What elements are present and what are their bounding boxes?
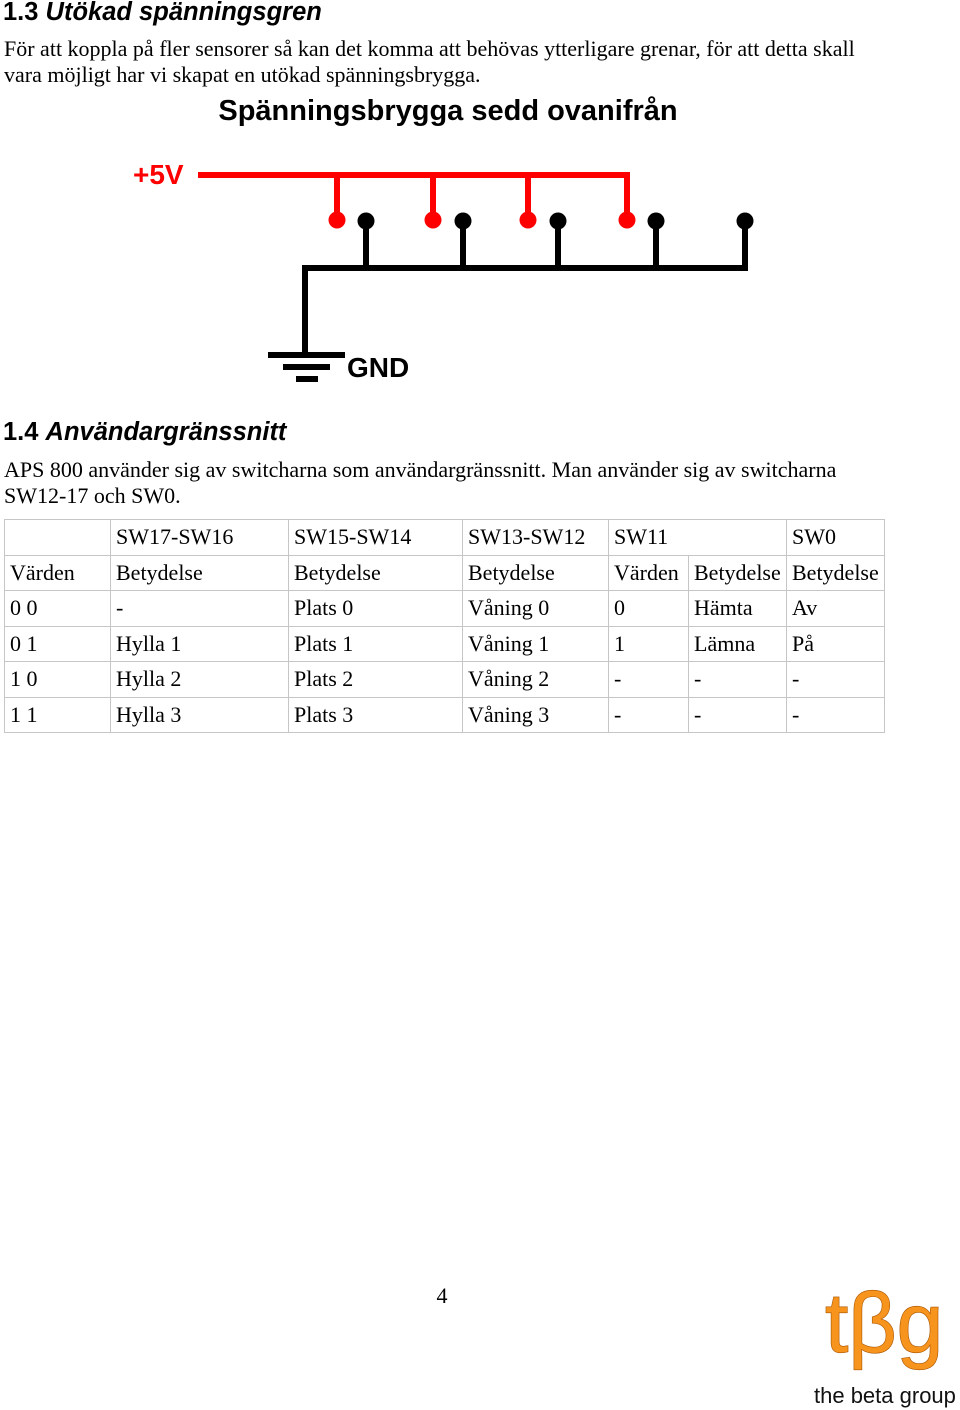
column-header-cell: Betydelse (689, 555, 787, 591)
paragraph-line: vara möjligt har vi skapat en utökad spänningsbrygga. (4, 62, 481, 87)
table-cell: 1 (609, 626, 689, 662)
table-cell: - (787, 662, 885, 698)
group-header-cell: SW17-SW16 (111, 520, 289, 556)
section-1-3-paragraph (4, 36, 855, 88)
page-number: 4 (436, 1283, 448, 1308)
column-header-row (5, 555, 885, 591)
table-cell: Hylla 2 (111, 662, 289, 698)
column-header-cell: Värden (5, 555, 111, 591)
section-1-4-paragraph (4, 457, 836, 509)
ground-pin (358, 213, 375, 230)
section-title: Användargränssnitt (45, 418, 287, 446)
table-cell: Hylla 1 (111, 626, 289, 662)
group-header-cell: SW13-SW12 (463, 520, 609, 556)
column-header-cell: Betydelse (289, 555, 463, 591)
table-cell: - (689, 662, 787, 698)
section-title: Utökad spänningsgren (45, 0, 322, 26)
company-name: the beta group (814, 1383, 956, 1408)
table-cell: 1 0 (5, 662, 111, 698)
table-cell: - (787, 697, 885, 733)
table-cell: Plats 3 (289, 697, 463, 733)
table-cell: Våning 1 (463, 626, 609, 662)
table-cell: Lämna (689, 626, 787, 662)
column-header-cell: Betydelse (463, 555, 609, 591)
supply-pin (425, 212, 442, 229)
group-header-cell: SW15-SW14 (289, 520, 463, 556)
ground-symbol (268, 355, 345, 379)
table-row (5, 626, 885, 662)
ground-pin (737, 213, 754, 230)
section-number: 1.4 (3, 418, 39, 446)
group-header-row (5, 520, 885, 556)
group-header-cell: SW0 (787, 520, 885, 556)
table-row (5, 662, 885, 698)
table-cell: Plats 1 (289, 626, 463, 662)
table-cell: 0 1 (5, 626, 111, 662)
empty-header-cell (5, 520, 111, 556)
table-cell: Våning 0 (463, 591, 609, 627)
supply-pin (520, 212, 537, 229)
table-cell: 1 1 (5, 697, 111, 733)
group-header-cell: SW11 (609, 520, 787, 556)
table-row (5, 591, 885, 627)
column-header-cell: Betydelse (787, 555, 885, 591)
paragraph-line: SW12-17 och SW0. (4, 483, 181, 508)
table-cell: 0 (609, 591, 689, 627)
section-number: 1.3 (3, 0, 39, 26)
table-cell: Plats 0 (289, 591, 463, 627)
beta-group-logo (810, 1280, 960, 1380)
ground-pin (455, 213, 472, 230)
table-cell: Våning 3 (463, 697, 609, 733)
table-cell: Av (787, 591, 885, 627)
table-cell: - (111, 591, 289, 627)
column-header-cell: Betydelse (111, 555, 289, 591)
logo-lettering: tβg (825, 1280, 944, 1370)
voltage-bridge-diagram (0, 90, 960, 395)
table-cell: Hämta (689, 591, 787, 627)
paragraph-line: För att koppla på fler sensorer så kan det komma att behövas ytterligare grenar, för att detta skall (4, 36, 855, 61)
column-header-cell: Värden (609, 555, 689, 591)
table-cell: - (689, 697, 787, 733)
section-heading-1-4 (3, 419, 286, 445)
table-cell: Hylla 3 (111, 697, 289, 733)
table-cell: - (609, 662, 689, 698)
section-heading-1-3 (3, 0, 322, 25)
table-cell: 0 0 (5, 591, 111, 627)
switch-table (4, 519, 885, 733)
paragraph-line: APS 800 använder sig av switcharna som användargränssnitt. Man använder sig av switcharna (4, 457, 837, 482)
ground-label: GND (347, 352, 410, 383)
supply-rail (198, 172, 636, 229)
table-cell: Våning 2 (463, 662, 609, 698)
ground-pin (648, 213, 665, 230)
table-row (5, 697, 885, 733)
supply-pin (329, 212, 346, 229)
supply-label: +5V (133, 159, 184, 190)
table-cell: - (609, 697, 689, 733)
supply-pin (619, 212, 636, 229)
table-cell: På (787, 626, 885, 662)
ground-rail (302, 213, 754, 356)
ground-pin (550, 213, 567, 230)
table-cell: Plats 2 (289, 662, 463, 698)
diagram-title: Spänningsbrygga sedd ovanifrån (218, 95, 678, 127)
